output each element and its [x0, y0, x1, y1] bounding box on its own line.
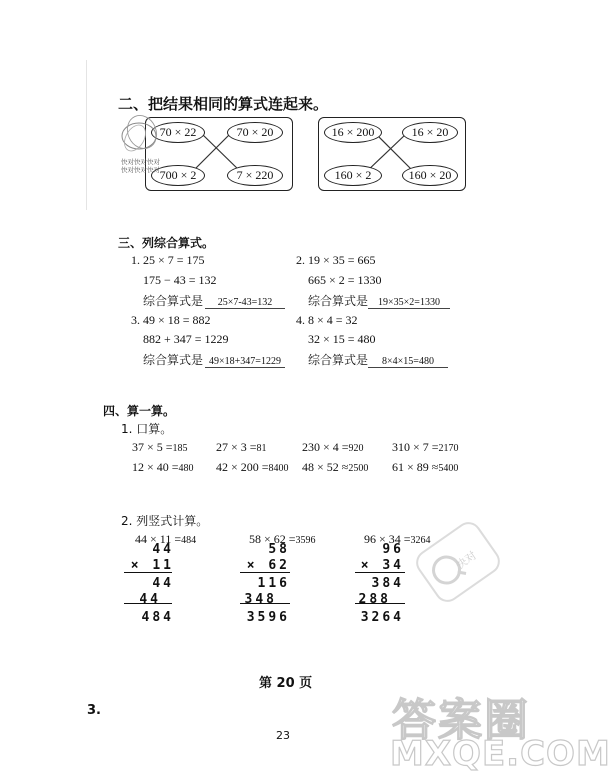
- vertical-calc-2: 58 × 62 116 348 3596: [244, 542, 290, 625]
- p3-answer: 49×18+347=1229: [205, 356, 285, 368]
- p4-line2: 32 × 15 = 480: [308, 332, 376, 346]
- expr-oval-3: 700 × 2: [151, 165, 205, 186]
- p2-line2: 665 × 2 = 1330: [308, 273, 382, 287]
- p3-label: 综合算式是: [143, 353, 204, 367]
- section2-title: 二、把结果相同的算式连起来。: [118, 95, 329, 113]
- stamp-doodle-icon: [115, 110, 165, 160]
- vertical-rule: [240, 603, 290, 604]
- p1-label: 综合算式是: [143, 294, 204, 308]
- vertical-rule: [240, 572, 290, 573]
- stamp-text-1: 快对快对快对: [121, 158, 160, 166]
- section3-title: 三、列综合算式。: [118, 236, 215, 250]
- p4-line1: 4. 8 × 4 = 32: [296, 313, 358, 327]
- p2-answer-line: [368, 290, 450, 309]
- margin-line: [86, 60, 87, 210]
- oral-item: 230 × 4 =920: [302, 440, 364, 454]
- watermark-url: MXQE.COM: [390, 734, 611, 774]
- vertical-rule: [355, 572, 405, 573]
- p4-answer: 8×4×15=480: [368, 356, 448, 368]
- watermark-brand: 答案圈: [392, 695, 530, 746]
- expr-oval-5: 16 × 200: [324, 122, 382, 143]
- item-3-label: 3.: [87, 703, 101, 718]
- watermark-seal-text: 快对: [453, 548, 480, 573]
- p2-line1: 2. 19 × 35 = 665: [296, 253, 376, 267]
- oral-item: 310 × 7 =2170: [392, 440, 459, 454]
- p1-line1: 1. 25 × 7 = 175: [131, 253, 205, 267]
- oral-item: 42 × 200 =8400: [216, 460, 289, 474]
- vertical-calc-1: 44 × 11 44 44 484: [130, 542, 174, 625]
- vertical-calc-3: 96 × 34 384 288 3264: [358, 542, 404, 625]
- p2-label: 综合算式是: [308, 294, 369, 308]
- p3-line1: 3. 49 × 18 = 882: [131, 313, 211, 327]
- p2-answer: 19×35×2=1330: [368, 297, 450, 309]
- expr-oval-2: 70 × 20: [227, 122, 283, 143]
- expr-oval-4: 7 × 220: [227, 165, 283, 186]
- p3-answer-line: [205, 349, 285, 368]
- expr-oval-8: 160 × 20: [402, 165, 458, 186]
- oral-item: 48 × 52 ≈2500: [302, 460, 369, 474]
- p4-label: 综合算式是: [308, 353, 369, 367]
- expr-oval-7: 160 × 2: [324, 165, 382, 186]
- p3-line2: 882 + 347 = 1229: [143, 332, 229, 346]
- expr-oval-1: 70 × 22: [151, 122, 205, 143]
- p1-answer-line: [205, 290, 285, 309]
- oral-item: 37 × 5 =185: [132, 440, 188, 454]
- page-label: 第 20 页: [259, 676, 313, 691]
- oral-item: 61 × 89 ≈5400: [392, 460, 459, 474]
- oral-item: 27 × 3 =81: [216, 440, 267, 454]
- oral-title: 1. 口算。: [121, 422, 173, 436]
- vertical-question-2: 58 × 62 =3596: [249, 532, 316, 546]
- vertical-rule: [124, 572, 172, 573]
- oral-item: 12 × 40 =480: [132, 460, 194, 474]
- p1-answer: 25×7-43=132: [205, 297, 285, 309]
- vertical-question-1: 44 × 11 =484: [135, 532, 197, 546]
- vertical-rule: [124, 603, 172, 604]
- vertical-question-3: 96 × 34 =3264: [364, 532, 431, 546]
- stamp-text-2: 快对快对快对: [121, 166, 160, 174]
- p1-line2: 175 − 43 = 132: [143, 273, 217, 287]
- vertical-rule: [355, 603, 405, 604]
- vertical-title: 2. 列竖式计算。: [121, 514, 209, 528]
- p4-answer-line: [368, 349, 448, 368]
- page-number: 23: [276, 729, 290, 742]
- expr-oval-6: 16 × 20: [402, 122, 458, 143]
- section4-title: 四、算一算。: [103, 404, 176, 418]
